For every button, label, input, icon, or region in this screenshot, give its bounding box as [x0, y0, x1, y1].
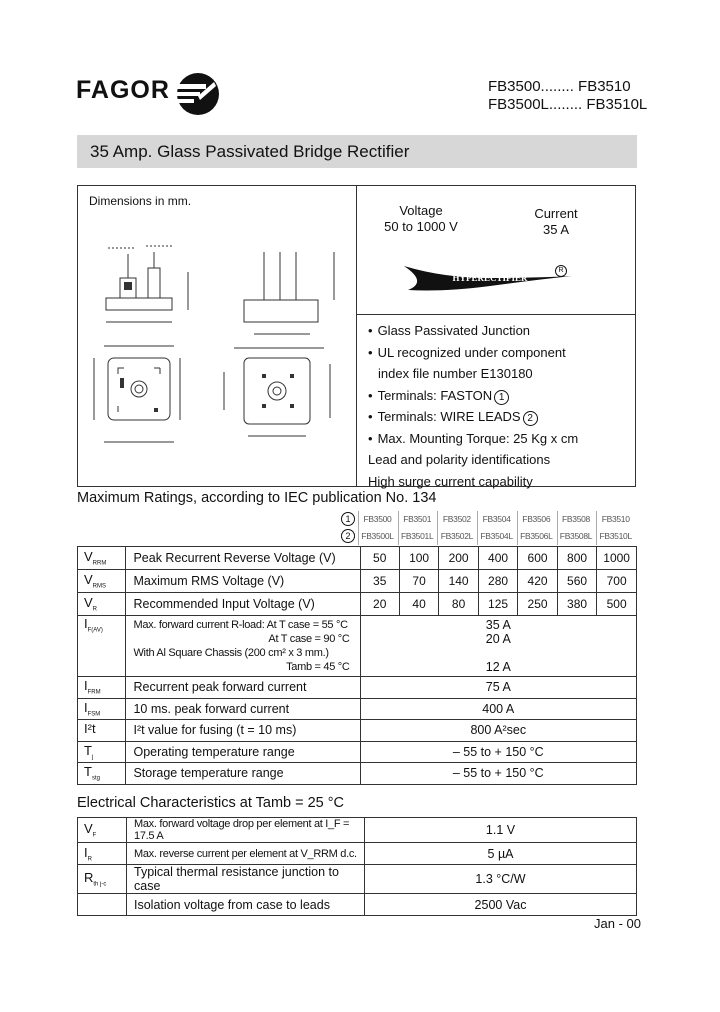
rating-value: 70: [399, 570, 438, 593]
electrical-row: [78, 818, 637, 843]
symbol-subscript: FRM: [87, 690, 101, 697]
package-dimension-drawing: [84, 232, 352, 468]
marker-2: 2: [341, 529, 355, 543]
bullet: •: [368, 323, 373, 338]
symbol: I: [84, 844, 88, 860]
feature-item: [368, 449, 630, 471]
rating-value: 100: [399, 547, 438, 570]
marker-1: 1: [341, 512, 355, 526]
document-date: Jan - 00: [594, 916, 641, 931]
symbol-cell: [78, 593, 126, 616]
part-header-faston: FB3504: [482, 514, 511, 524]
rating-row: [78, 677, 637, 699]
symbol-cell: [78, 843, 127, 865]
rating-value: 20: [360, 593, 399, 616]
symbol: R: [84, 870, 94, 886]
rating-value: – 55 to + 150 °C: [360, 741, 636, 763]
symbol-cell: [78, 570, 126, 593]
feature-text: Terminals: WIRE LEADS: [377, 409, 521, 424]
iav-line: Max. forward current R-load: At T case = 55 °C: [133, 619, 348, 631]
rating-value: 50: [360, 547, 399, 570]
symbol: I: [84, 616, 88, 631]
feature-list: [368, 320, 630, 492]
part-header-faston: FB3506: [522, 514, 551, 524]
iav-value: 12 A: [485, 660, 511, 674]
symbol: T: [84, 742, 92, 758]
rating-value: 400 A: [360, 698, 636, 720]
terminal-badge: 2: [523, 411, 538, 426]
symbol-cell: [78, 763, 126, 785]
symbol-subscript: R: [92, 606, 98, 613]
electrical-description: Max. reverse current per element at V_RRM d.c.: [127, 843, 365, 865]
rating-value: 560: [557, 570, 596, 593]
symbol-cell: [78, 741, 126, 763]
rating-description: Recommended Input Voltage (V): [126, 593, 360, 616]
feature-item: [368, 428, 630, 450]
electrical-row: [78, 843, 637, 865]
rating-value: 200: [439, 547, 478, 570]
feature-item: [368, 320, 630, 342]
iav-line: With Al Square Chassis (200 cm² x 3 mm.): [133, 647, 329, 659]
feature-text: index file number E130180: [378, 366, 533, 381]
feature-item: [368, 406, 630, 428]
rating-description: Recurrent peak forward current: [126, 677, 360, 699]
rating-row: [78, 570, 637, 593]
rating-description: Maximum RMS Voltage (V): [126, 570, 360, 593]
symbol-cell: [78, 720, 126, 742]
header-separator: [517, 511, 518, 545]
iav-values: [360, 616, 636, 677]
part-header-faston: FB3502: [442, 514, 471, 524]
voltage-value: 50 to 1000 V: [384, 219, 458, 234]
symbol-cell: [78, 616, 126, 677]
symbol: I²t: [84, 721, 96, 737]
symbol-subscript: FSM: [87, 711, 101, 718]
electrical-value: 1.3 °C/W: [365, 865, 637, 894]
fagor-logo-mark-icon: [176, 72, 220, 116]
electrical-description: Isolation voltage from case to leads: [127, 894, 365, 916]
electrical-row: [78, 894, 637, 916]
feature-item: [368, 342, 630, 364]
feature-item: [368, 385, 630, 407]
rating-value: 35: [360, 570, 399, 593]
brand-banner-text: HYPERECTIFIER: [452, 273, 528, 283]
bullet: •: [368, 430, 373, 446]
rating-description: Operating temperature range: [126, 741, 360, 763]
rating-description: Storage temperature range: [126, 763, 360, 785]
part-header-faston: FB3500: [363, 514, 392, 524]
symbol: I: [84, 699, 88, 715]
rating-value: 80: [439, 593, 478, 616]
iav-value: 20 A: [485, 632, 511, 646]
feature-text: Lead and polarity identifications: [368, 452, 551, 467]
registered-mark: R: [555, 265, 567, 277]
part-header-wire: FB3504L: [480, 531, 513, 541]
max-ratings-title: Maximum Ratings, according to IEC publication No. 134: [77, 490, 437, 506]
part-range-1: FB3500........ FB3510: [488, 78, 631, 95]
rating-row: [78, 593, 637, 616]
header-separator: [437, 511, 438, 545]
electrical-table: [77, 817, 637, 916]
part-header-faston: FB3501: [403, 514, 432, 524]
electrical-description: Max. forward voltage drop per element at I_F = 17.5 A: [127, 818, 365, 843]
symbol-subscript: stg: [91, 776, 100, 783]
rating-description: Peak Recurrent Reverse Voltage (V): [126, 547, 360, 570]
rating-description: 10 ms. peak forward current: [126, 698, 360, 720]
rating-value: 1000: [597, 547, 637, 570]
voltage-label: Voltage: [399, 203, 443, 218]
part-header-faston: FB3508: [562, 514, 590, 524]
bullet: •: [368, 387, 373, 403]
symbol-subscript: RMS: [92, 583, 107, 590]
bullet: •: [368, 344, 373, 360]
electrical-value: 5 µA: [365, 843, 637, 865]
iav-value: [361, 646, 636, 660]
header-separator: [557, 511, 558, 545]
symbol-cell: [78, 547, 126, 570]
symbol-cell: [78, 818, 127, 843]
symbol-cell: [78, 698, 126, 720]
part-header-wire: FB3506L: [520, 531, 553, 541]
rating-value: – 55 to + 150 °C: [360, 763, 636, 785]
symbol-cell: [78, 677, 126, 699]
feature-text: Glass Passivated Junction: [377, 323, 531, 338]
part-header-wire: FB3510L: [599, 531, 632, 541]
rating-row: [78, 720, 637, 742]
terminal-badge: 1: [494, 390, 509, 405]
rating-value: 800 A²sec: [360, 720, 636, 742]
symbol-subscript: F(AV): [87, 627, 103, 634]
symbol-cell: [78, 865, 127, 894]
rating-value: 75 A: [360, 677, 636, 699]
iav-value: 35 A: [485, 618, 511, 632]
header-separator: [477, 511, 478, 545]
electrical-row: [78, 865, 637, 894]
symbol-cell: [78, 894, 127, 916]
electrical-value: 2500 Vac: [365, 894, 637, 916]
symbol: V: [84, 572, 93, 588]
rating-value: 125: [478, 593, 517, 616]
max-ratings-table: [77, 546, 637, 785]
symbol: V: [84, 821, 93, 837]
symbol: I: [84, 678, 88, 694]
rating-value: 500: [597, 593, 637, 616]
bullet: •: [368, 409, 373, 424]
rating-description: I²t value for fusing (t = 10 ms): [126, 720, 360, 742]
header-separator: [596, 511, 597, 545]
feature-item: [368, 363, 630, 385]
rating-row: [78, 547, 637, 570]
rating-row: [78, 763, 637, 785]
fagor-logo: FAGOR: [76, 76, 170, 104]
hyperectifier-banner: [404, 262, 574, 294]
feature-text: UL recognized under component: [377, 344, 566, 360]
feature-text: Terminals: FASTON: [377, 387, 493, 403]
feature-item: [368, 471, 630, 493]
iav-description: [126, 616, 360, 677]
feature-text: Max. Mounting Torque: 25 Kg x cm: [377, 430, 579, 446]
rating-row: [78, 741, 637, 763]
current-label: Current: [534, 206, 578, 221]
iav-line: Tamb = 45 °C: [286, 661, 350, 673]
rating-value: 400: [478, 547, 517, 570]
part-header-wire: FB3502L: [440, 531, 474, 541]
page-title: 35 Amp. Glass Passivated Bridge Rectifier: [90, 142, 410, 161]
rating-value: 280: [478, 570, 517, 593]
rating-value: 800: [557, 547, 596, 570]
symbol-subscript: j: [91, 754, 94, 761]
part-header-wire: FB3508L: [559, 531, 593, 541]
part-range-2: FB3500L........ FB3510L: [488, 96, 648, 113]
rating-value: 250: [518, 593, 557, 616]
rating-value: 140: [439, 570, 478, 593]
symbol-subscript: th j-c: [93, 881, 107, 888]
electrical-description: Typical thermal resistance junction to case: [127, 865, 365, 894]
symbol-subscript: R: [87, 856, 92, 863]
iav-line: At T case = 90 °C: [268, 633, 350, 645]
divider: [356, 314, 636, 315]
rating-value: 380: [557, 593, 596, 616]
symbol: V: [84, 595, 93, 611]
part-header-wire: FB3501L: [400, 531, 434, 541]
rating-row-iav: [78, 616, 637, 677]
feature-text: High surge current capability: [368, 473, 533, 489]
symbol-subscript: RRM: [92, 560, 107, 567]
rating-value: 420: [518, 570, 557, 593]
electrical-title: Electrical Characteristics at Tamb = 25 °C: [77, 795, 345, 811]
part-header-wire: FB3500L: [361, 531, 394, 541]
rating-value: 600: [518, 547, 557, 570]
part-header-faston: FB3510: [601, 514, 630, 524]
header-separator: [358, 511, 359, 545]
symbol: V: [84, 549, 93, 565]
symbol: T: [84, 764, 92, 780]
divider: [356, 185, 357, 487]
electrical-value: 1.1 V: [365, 818, 637, 843]
header-separator: [398, 511, 399, 545]
symbol-subscript: F: [92, 832, 97, 839]
rating-value: 700: [597, 570, 637, 593]
dimensions-label: Dimensions in mm.: [89, 194, 192, 208]
rating-row: [78, 698, 637, 720]
rating-value: 40: [399, 593, 438, 616]
current-value: 35 A: [542, 222, 570, 237]
